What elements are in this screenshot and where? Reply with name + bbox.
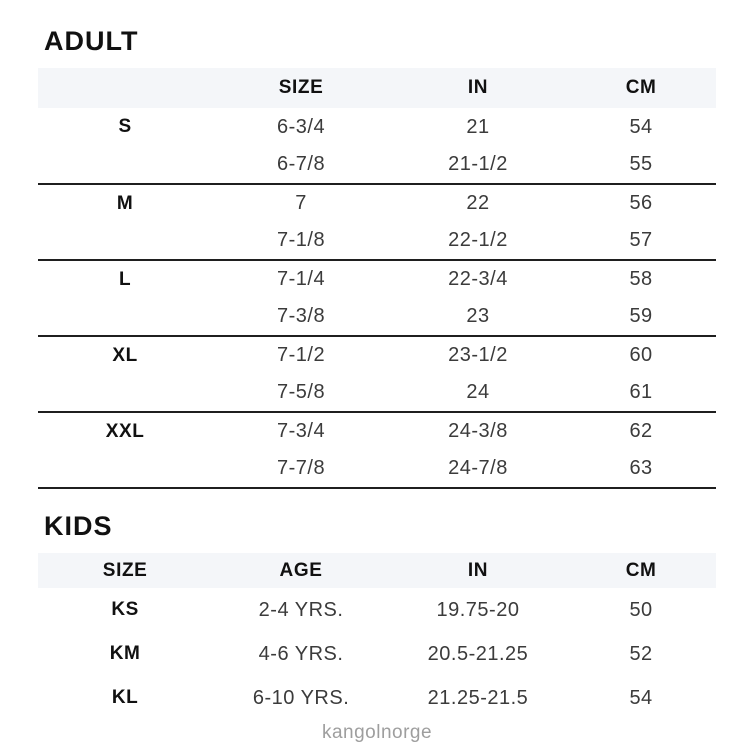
cm-value: 54 <box>629 115 653 138</box>
in-value: 24-3/8 <box>448 420 508 442</box>
in-value: 22-1/2 <box>390 222 566 260</box>
size-group-label-empty <box>38 298 212 336</box>
age-value: 6-10 YRS. <box>252 686 350 709</box>
cm-value: 62 <box>629 420 653 442</box>
size-value: 7-1/8 <box>212 222 390 260</box>
size-group-label: M <box>116 192 134 214</box>
size-value: 7-7/8 <box>212 450 390 488</box>
kids-size-label: KM <box>109 643 141 664</box>
table-row <box>38 412 716 450</box>
cm-value: 61 <box>566 374 716 412</box>
kids-col-header-size: SIZE <box>38 553 212 588</box>
kids-col-header-cm: CM <box>566 553 716 588</box>
kids-size-label: KL <box>111 687 139 708</box>
table-row <box>38 146 716 184</box>
table-row <box>38 184 716 222</box>
in-value: 21 <box>466 115 490 138</box>
kids-col-header-in: IN <box>390 553 566 588</box>
size-group-label-empty <box>38 222 212 260</box>
in-value: 20.5-21.25 <box>427 642 529 665</box>
size-group-label: XXL <box>105 420 145 442</box>
size-value: 7-3/8 <box>212 298 390 336</box>
adult-header-row <box>38 68 716 108</box>
cm-value: 54 <box>629 686 653 709</box>
cm-value: 60 <box>629 344 653 366</box>
size-group-label: S <box>118 116 132 137</box>
table-row <box>38 108 716 146</box>
cm-value: 56 <box>629 192 653 214</box>
size-value: 7-1/2 <box>277 344 326 366</box>
table-row <box>38 298 716 336</box>
adult-col-header-blank <box>38 68 212 108</box>
in-value: 24 <box>390 374 566 412</box>
in-value: 22-3/4 <box>448 268 508 290</box>
size-value: 7-5/8 <box>212 374 390 412</box>
size-group-label: XL <box>112 344 138 366</box>
age-value: 2-4 YRS. <box>258 598 344 621</box>
kids-header-row <box>38 553 716 588</box>
size-value: 7 <box>295 192 307 214</box>
size-group-label-empty <box>38 146 212 184</box>
size-group-label-empty <box>38 374 212 412</box>
cm-value: 57 <box>566 222 716 260</box>
adult-size-table <box>38 68 716 489</box>
table-row <box>38 588 716 632</box>
size-value: 7-1/4 <box>277 268 326 290</box>
in-value: 23-1/2 <box>448 344 508 366</box>
in-value: 22 <box>466 192 490 214</box>
cm-value: 52 <box>629 642 653 665</box>
watermark-text: kangolnorge <box>321 722 433 743</box>
table-row <box>38 450 716 488</box>
cm-value: 63 <box>566 450 716 488</box>
kids-size-table <box>38 553 716 720</box>
size-group-label-empty <box>38 450 212 488</box>
table-row <box>38 336 716 374</box>
size-value: 6-7/8 <box>212 146 390 184</box>
in-value: 21-1/2 <box>390 146 566 184</box>
cm-value: 59 <box>566 298 716 336</box>
table-row <box>38 374 716 412</box>
cm-value: 55 <box>566 146 716 184</box>
in-value: 19.75-20 <box>436 598 520 621</box>
table-row <box>38 222 716 260</box>
table-row <box>38 632 716 676</box>
adult-col-header-in: IN <box>390 68 566 108</box>
size-group-label: L <box>119 268 132 290</box>
in-value: 23 <box>390 298 566 336</box>
kids-size-label: KS <box>111 599 139 620</box>
in-value: 24-7/8 <box>390 450 566 488</box>
size-value: 6-3/4 <box>277 115 326 138</box>
table-row <box>38 260 716 298</box>
cm-value: 50 <box>629 598 653 621</box>
kids-col-header-age: AGE <box>212 553 390 588</box>
cm-value: 58 <box>629 268 653 290</box>
adult-section-title: ADULT <box>44 26 139 56</box>
size-value: 7-3/4 <box>277 420 326 442</box>
adult-col-header-cm: CM <box>566 68 716 108</box>
kids-section-title: KIDS <box>44 511 113 541</box>
table-row <box>38 676 716 720</box>
in-value: 21.25-21.5 <box>427 686 529 709</box>
age-value: 4-6 YRS. <box>258 642 344 665</box>
adult-col-header-size: SIZE <box>212 68 390 108</box>
